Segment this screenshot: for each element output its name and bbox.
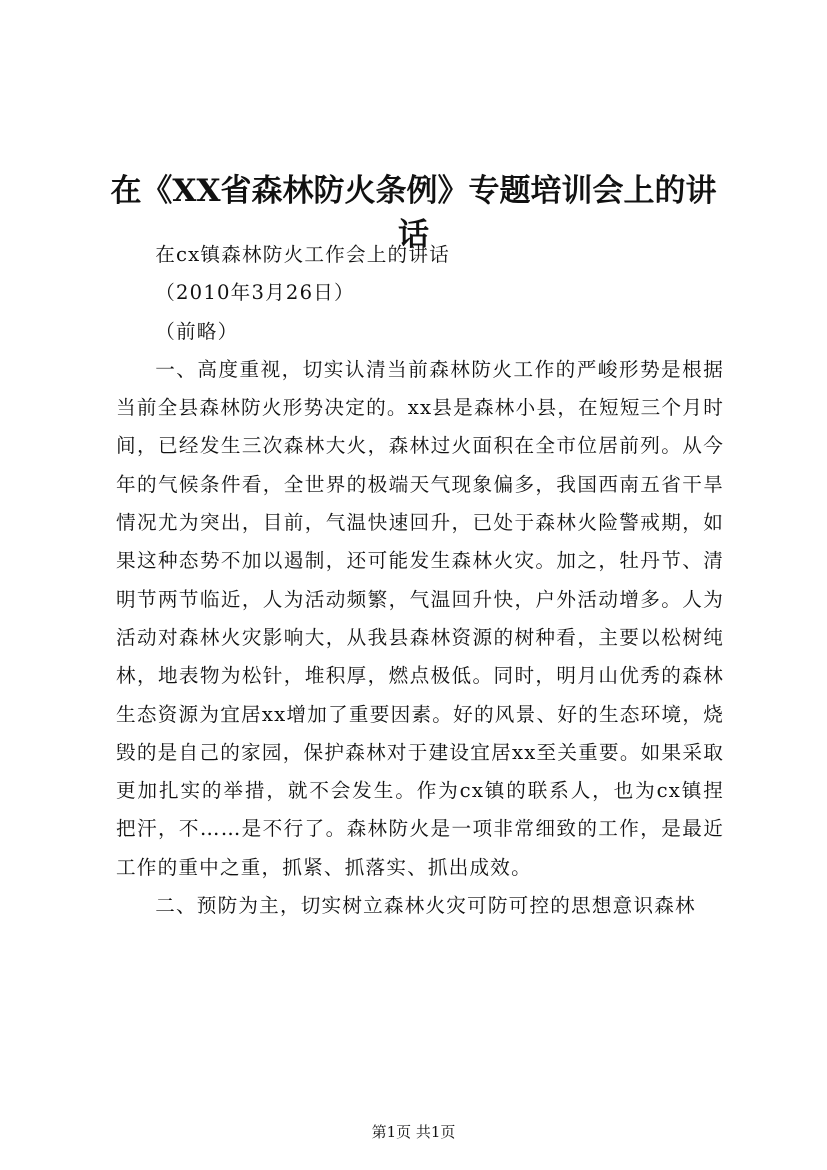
document-title: 在《XX省森林防火条例》专题培训会上的讲话 bbox=[110, 172, 717, 253]
section-one-paragraph: 一、高度重视，切实认清当前森林防火工作的严峻形势是根据当前全县森林防火形势决定的。xx县是森林小县，在短短三个月时间，已经发生三次森林大火，森林过火面积在全市位居前列。从今年的气候条件看，全世界的极端天气现象偏多，我国西南五省干旱情况尤为突出，目前，气温快速回升，已处于森林火险警戒期，如果这种态势不加以遏制，还可能发生森林火灾。加之，牡丹节、清明节两节临近，人为活动频繁，气温回升快，户外活动增多。人为活动对森林火灾影响大，从我县森林资源的树种看，主要以松树纯林，地表物为松针，堆积厚，燃点极低。同时，明月山优秀的森林生态资源为宜居xx增加了重要因素。好的风景、好的生态环境，烧毁的是自己的家园，保护森林对于建设宜居xx至关重要。如果采取更加扎实的举措，就不会发生。作为cx镇的联系人，也为cx镇捏把汗，不……是不行了。森林防火是一项非常细致的工作，是最近工作的重中之重，抓紧、抓落实、抓出成效。 bbox=[116, 357, 724, 879]
section-two-paragraph: 二、预防为主，切实树立森林火灾可防可控的思想意识森林 bbox=[155, 894, 696, 918]
date-paragraph: （2010年3月26日） bbox=[155, 281, 355, 305]
document-body bbox=[116, 236, 724, 925]
omission-paragraph: （前略） bbox=[155, 319, 239, 343]
subtitle-paragraph: 在cx镇森林防火工作会上的讲话 bbox=[155, 243, 450, 266]
page-footer: 第1页 共1页 bbox=[371, 1123, 456, 1141]
